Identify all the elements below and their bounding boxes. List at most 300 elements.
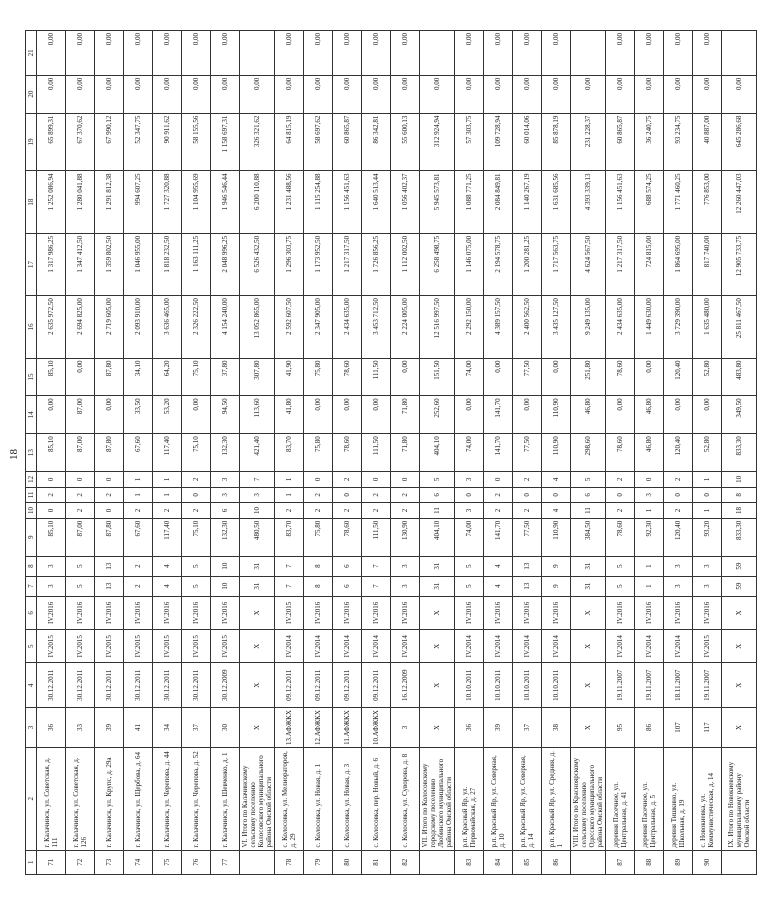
table-cell: 10 (722, 472, 757, 488)
table-cell: 5 (455, 556, 484, 576)
table-cell: 58 155,56 (182, 113, 211, 171)
table-cell: 0,00 (571, 75, 606, 113)
address-cell: IX. Итого по Новокиевскому муниципальному району Омской области (722, 748, 757, 850)
table-cell: 0,00 (153, 75, 182, 113)
column-number: 13 (26, 434, 37, 472)
table-cell: IV.2016 (635, 596, 664, 629)
table-cell: 421,40 (240, 434, 275, 472)
table-cell: 60 014,06 (513, 113, 542, 171)
table-cell: 3 453 712,50 (362, 296, 391, 358)
table-cell: 0,00 (362, 75, 391, 113)
table-cell: IV.2015 (182, 630, 211, 663)
table-cell: 0,00 (95, 31, 124, 76)
table-cell: IV.2014 (275, 630, 304, 663)
table-cell: 1 088 771,25 (455, 171, 484, 233)
table-cell: 0,00 (391, 358, 420, 396)
table-cell: 46,80 (635, 396, 664, 434)
table-cell: 9 (542, 576, 571, 596)
table-cell: 78,60 (606, 518, 635, 556)
table-cell: 483,80 (722, 358, 757, 396)
table-cell: 30.12.2011 (37, 663, 66, 708)
table-cell: IV.2014 (391, 630, 420, 663)
table-cell: 0,00 (304, 396, 333, 434)
table-cell: IV.2016 (484, 596, 513, 629)
table-cell: 307,80 (240, 358, 275, 396)
table-cell: 1 231 488,56 (275, 171, 304, 233)
table-cell: 0,00 (66, 31, 95, 76)
table-cell: 12 260 447,03 (722, 171, 757, 233)
table-row (513, 31, 542, 875)
table-cell: 85,10 (37, 434, 66, 472)
table-cell: IV.2015 (275, 596, 304, 629)
table-cell: 1 140 267,19 (513, 171, 542, 233)
table-cell: 73 (95, 850, 124, 874)
table-cell: 8 (722, 487, 757, 503)
table-cell: 2 (484, 487, 513, 503)
table-cell: 75,80 (304, 434, 333, 472)
table-cell: 7 (240, 472, 275, 488)
table-cell: 3 (693, 556, 722, 576)
address-cell: г. Калачинск, ул. Черепова, д. 44 (153, 748, 182, 850)
table-cell: 0,00 (455, 31, 484, 76)
table-cell: IV.2016 (391, 596, 420, 629)
table-cell: 12 905 733,75 (722, 233, 757, 295)
table-cell: 78,60 (333, 358, 362, 396)
table-cell: X (240, 630, 275, 663)
table-cell: 3 729 390,00 (664, 296, 693, 358)
table-cell: 2 (513, 503, 542, 519)
table-cell: 0 (391, 472, 420, 488)
table-cell: 404,10 (420, 518, 455, 556)
table-cell: 18 (722, 503, 757, 519)
table-cell: 2 (124, 503, 153, 519)
table-cell: 85 878,19 (542, 113, 571, 171)
table-cell: 60 865,87 (333, 113, 362, 171)
table-cell: 0,00 (182, 31, 211, 76)
table-cell: 2 (513, 472, 542, 488)
table-cell: 09.12.2011 (333, 663, 362, 708)
table-row (66, 31, 95, 875)
table-cell: 645 286,68 (722, 113, 757, 171)
table-cell: 85,10 (37, 518, 66, 556)
table-cell: 2 084 849,81 (484, 171, 513, 233)
table-cell: 30.12.2011 (66, 663, 95, 708)
address-cell: с. Колосовка, ул. Новая, д. 1 (304, 748, 333, 850)
address-cell: с. Колосовка, ул. Новая, д. 3 (333, 748, 362, 850)
table-row (153, 31, 182, 875)
table-cell: IV.2016 (304, 596, 333, 629)
table-cell: X (722, 663, 757, 708)
column-number: 20 (26, 75, 37, 113)
table-cell: 64 815,19 (275, 113, 304, 171)
table-cell: 0,00 (153, 31, 182, 76)
table-cell: 1 056 402,37 (391, 171, 420, 233)
table-cell: 109 728,94 (484, 113, 513, 171)
table-cell: 0 (333, 487, 362, 503)
table-cell: 30 (211, 708, 240, 748)
housing-register-table (25, 30, 757, 875)
table-cell: 2 (182, 472, 211, 488)
table-cell: 3 (455, 472, 484, 488)
table-cell: X (571, 630, 606, 663)
table-cell: 141,70 (484, 518, 513, 556)
table-cell: 0,00 (693, 31, 722, 76)
table-cell: 64,20 (153, 358, 182, 396)
address-cell: деревня Тишкино, ул. Школьная, д. 19 (664, 748, 693, 850)
table-cell: 65 899,31 (37, 113, 66, 171)
table-cell: 11 (571, 503, 606, 519)
table-row (275, 31, 304, 875)
table-cell: 0,00 (664, 75, 693, 113)
table-cell: 0,00 (542, 75, 571, 113)
table-cell: 41,90 (275, 358, 304, 396)
table-cell: 0,00 (455, 75, 484, 113)
table-cell: 0,00 (66, 75, 95, 113)
table-cell: 78,60 (333, 518, 362, 556)
table-cell: 77 (211, 850, 240, 874)
table-cell: 30.12.2011 (153, 663, 182, 708)
table-cell: 0,00 (693, 396, 722, 434)
table-cell: 10.10.2011 (484, 663, 513, 708)
table-cell: 77,50 (513, 518, 542, 556)
table-cell: 77,50 (513, 434, 542, 472)
table-cell: 5 (571, 472, 606, 488)
table-cell: 95 (606, 708, 635, 748)
table-cell: 994 607,25 (124, 171, 153, 233)
table-cell: X (722, 596, 757, 629)
table-cell: 39 (95, 708, 124, 748)
address-cell: с. Колосовка, пер. Новый, д. 6 (362, 748, 391, 850)
table-cell: 53,20 (153, 396, 182, 434)
table-cell: IV.2014 (484, 630, 513, 663)
table-cell: 0,00 (513, 75, 542, 113)
table-row (124, 31, 153, 875)
table-cell: 10.10.2011 (513, 663, 542, 708)
table-cell: 2 (124, 576, 153, 596)
table-cell: 36 (37, 708, 66, 748)
table-cell: X (240, 663, 275, 708)
table-cell: 59 (722, 576, 757, 596)
table-cell: IV.2015 (153, 630, 182, 663)
table-cell: IV.2016 (66, 596, 95, 629)
table-cell: 4 (484, 576, 513, 596)
table-cell: 74 (124, 850, 153, 874)
table-cell: 5 (182, 556, 211, 576)
table-cell: 89 (664, 850, 693, 874)
table-cell: 2 (391, 487, 420, 503)
table-cell: 113,60 (240, 396, 275, 434)
table-cell: 1 291 812,38 (95, 171, 124, 233)
table-cell: 3 (391, 576, 420, 596)
table-cell: 39 (484, 708, 513, 748)
table-cell: 19.11.2007 (693, 663, 722, 708)
table-cell: 0,00 (362, 396, 391, 434)
table-row (693, 31, 722, 875)
table-cell: 1 864 695,00 (664, 233, 693, 295)
table-cell: X (420, 708, 455, 748)
table-cell: IV.2016 (362, 596, 391, 629)
table-row (333, 31, 362, 875)
table-cell: 117,40 (153, 518, 182, 556)
table-cell: 110,90 (542, 518, 571, 556)
table-cell: 0,00 (635, 358, 664, 396)
table-cell: 0 (484, 472, 513, 488)
table-cell: 833,30 (722, 518, 757, 556)
table-cell: 0,00 (391, 31, 420, 76)
table-cell: 688 574,25 (635, 171, 664, 233)
column-number: 5 (26, 630, 37, 663)
table-cell: 1 156 451,63 (333, 171, 362, 233)
table-cell: 0,00 (606, 75, 635, 113)
table-cell: 33,50 (124, 396, 153, 434)
table-cell: 34 (153, 708, 182, 748)
column-number: 1 (26, 850, 37, 874)
table-cell: 41,80 (275, 396, 304, 434)
table-cell: 34,10 (124, 358, 153, 396)
table-cell: 1 156 451,63 (606, 171, 635, 233)
table-cell: 36 (455, 708, 484, 748)
table-cell: 5 (606, 556, 635, 576)
table-cell: 2 (664, 472, 693, 488)
table-cell: 3 636 465,00 (153, 296, 182, 358)
table-cell: 7 (362, 556, 391, 576)
table-cell: 13 (513, 576, 542, 596)
table-cell: 1 163 111,25 (182, 233, 211, 295)
table-cell: 2 (95, 487, 124, 503)
column-number: 17 (26, 233, 37, 295)
table-cell: 4 (153, 556, 182, 576)
table-cell: X (571, 708, 606, 748)
table-cell: 1 (124, 487, 153, 503)
table-cell: 6 (211, 503, 240, 519)
table-cell: 75,10 (182, 518, 211, 556)
table-cell: 3 (211, 487, 240, 503)
address-cell: деревня Пасечное, ул. Центральная, д. 5 (635, 748, 664, 850)
table-cell: 3 (664, 576, 693, 596)
table-cell: 141,70 (484, 434, 513, 472)
table-cell: 833,30 (722, 434, 757, 472)
table-cell: 3 (391, 708, 420, 748)
table-cell: 25 811 467,50 (722, 296, 757, 358)
table-cell: 120,40 (664, 358, 693, 396)
table-cell: 87 (606, 850, 635, 874)
table-cell: 1 631 685,56 (542, 171, 571, 233)
table-row (391, 31, 420, 875)
table-cell: 90 (693, 850, 722, 874)
table-row (664, 31, 693, 875)
table-cell: 1 173 952,50 (304, 233, 333, 295)
table-row (455, 31, 484, 875)
table-cell: 30.12.2011 (182, 663, 211, 708)
table-cell: 8 (304, 576, 333, 596)
table-cell: 1 (153, 472, 182, 488)
table-cell: 3 (37, 556, 66, 576)
table-cell: 87,00 (66, 434, 95, 472)
table-cell: 83,70 (275, 434, 304, 472)
table-cell: 1 347 412,50 (66, 233, 95, 295)
table-cell: 0,00 (182, 75, 211, 113)
table-cell: 1 359 802,50 (95, 233, 124, 295)
table-cell: IV.2016 (455, 596, 484, 629)
table-cell: 2 (484, 503, 513, 519)
table-cell: 74,00 (455, 518, 484, 556)
table-cell: IV.2014 (635, 630, 664, 663)
page-number: 18 (8, 449, 20, 460)
table-cell: 2 (391, 503, 420, 519)
column-number: 2 (26, 748, 37, 850)
table-cell: 0,00 (455, 396, 484, 434)
table-cell: 0 (95, 503, 124, 519)
table-cell: 80 (333, 850, 362, 874)
table-cell: 81 (362, 850, 391, 874)
table-cell: IV.2016 (606, 596, 635, 629)
table-cell: 75,10 (182, 434, 211, 472)
table-cell: 817 740,00 (693, 233, 722, 295)
address-cell: с. Колосовка, ул. Суворова, д. 8 (391, 748, 420, 850)
table-cell: 4 393 339,13 (571, 171, 606, 233)
table-cell: 3 (455, 503, 484, 519)
table-cell: 10.АФЖКХ (362, 708, 391, 748)
address-cell: р.п. Красный Яр, ул. Северная, д. 14 (513, 748, 542, 850)
table-cell: 1 (275, 472, 304, 488)
table-row (542, 31, 571, 875)
table-cell: 0,00 (124, 31, 153, 76)
table-cell: 1 727 320,88 (153, 171, 182, 233)
table-cell: X (420, 596, 455, 629)
table-cell: 52,80 (693, 434, 722, 472)
subtotal-row (240, 31, 275, 875)
table-cell: IV.2014 (304, 630, 333, 663)
table-cell: 87,80 (95, 358, 124, 396)
table-cell: 12.АФЖКХ (304, 708, 333, 748)
table-row (211, 31, 240, 875)
column-number: 12 (26, 472, 37, 488)
table-cell: IV.2016 (693, 596, 722, 629)
table-cell: 58 697,62 (304, 113, 333, 171)
column-number: 4 (26, 663, 37, 708)
table-cell (571, 850, 606, 874)
table-cell: 13 (513, 556, 542, 576)
table-cell: 111,50 (362, 434, 391, 472)
table-cell: 2 (333, 503, 362, 519)
table-cell: 0,00 (362, 31, 391, 76)
table-cell: 2 292 150,00 (455, 296, 484, 358)
table-cell: 132,30 (211, 518, 240, 556)
table-cell: 74,00 (455, 358, 484, 396)
address-cell: с. Колосовка, ул. Мелиораторов, д. 29 (275, 748, 304, 850)
table-cell: 1 112 002,50 (391, 233, 420, 295)
table-row (37, 31, 66, 875)
table-cell: 75,10 (182, 358, 211, 396)
table-cell: 1 (635, 576, 664, 596)
table-cell: 1 317 986,25 (37, 233, 66, 295)
table-cell: 0 (362, 472, 391, 488)
table-cell: 0,00 (542, 358, 571, 396)
table-cell: 6 (333, 556, 362, 576)
table-cell: 2 224 005,00 (391, 296, 420, 358)
table-cell: 2 434 635,00 (333, 296, 362, 358)
table-cell: 82 (391, 850, 420, 874)
table-cell: 16.12.2009 (391, 663, 420, 708)
address-cell: г. Калачинск, ул. Советская, д. 111 (37, 748, 66, 850)
table-cell: 480,50 (240, 518, 275, 556)
table-cell: 0,00 (606, 31, 635, 76)
address-cell: деревня Пасечное, ул. Центральная, д. 41 (606, 748, 635, 850)
table-cell: 75 (153, 850, 182, 874)
column-number: 3 (26, 708, 37, 748)
table-cell: 67,60 (124, 518, 153, 556)
table-cell: 4 (153, 576, 182, 596)
table-cell: 31 (240, 556, 275, 576)
table-cell: 2 (66, 503, 95, 519)
table-cell: 0,00 (664, 396, 693, 434)
table-cell: 404,10 (420, 434, 455, 472)
subtotal-row (722, 31, 757, 875)
table-cell: 1 (275, 487, 304, 503)
table-cell: IV.2014 (455, 630, 484, 663)
table-cell: 31 (571, 556, 606, 576)
table-row (606, 31, 635, 875)
table-cell: IV.2014 (362, 630, 391, 663)
table-cell: X (240, 596, 275, 629)
table-cell: 5 (66, 556, 95, 576)
table-cell: 86 (635, 708, 664, 748)
table-cell: 0,00 (391, 75, 420, 113)
table-cell: 4 624 567,50 (571, 233, 606, 295)
table-cell: 30.12.2009 (211, 663, 240, 708)
table-cell: 37 (513, 708, 542, 748)
table-cell: 2 (153, 503, 182, 519)
table-cell: 0,00 (513, 31, 542, 76)
table-cell: 7 (275, 576, 304, 596)
table-cell: 384,50 (571, 518, 606, 556)
table-cell: 31 (420, 556, 455, 576)
table-cell (571, 31, 606, 76)
table-cell: 132,30 (211, 434, 240, 472)
column-number: 8 (26, 556, 37, 576)
table-cell: 0,00 (304, 75, 333, 113)
table-cell: 1 217 317,50 (333, 233, 362, 295)
table-cell: 85,10 (37, 358, 66, 396)
table-cell: 1 449 630,00 (635, 296, 664, 358)
table-cell: 5 (455, 576, 484, 596)
table-cell (722, 850, 757, 874)
table-cell: 78,60 (333, 434, 362, 472)
table-cell: 1 200 281,25 (513, 233, 542, 295)
table-cell: 1 (124, 472, 153, 488)
table-cell: IV.2014 (606, 630, 635, 663)
table-cell: 13 052 865,00 (240, 296, 275, 358)
table-cell: 59 (722, 556, 757, 576)
table-cell: 1 635 480,00 (693, 296, 722, 358)
table-cell: 312 924,94 (420, 113, 455, 171)
table-cell: 0,00 (333, 75, 362, 113)
table-cell: 117 (693, 708, 722, 748)
table-cell: 1 726 856,25 (362, 233, 391, 295)
table-cell: IV.2016 (211, 596, 240, 629)
address-cell: VI. Итого по Калачинскому сельскому поселению Колосовского муниципального района Омской области (240, 748, 275, 850)
table-cell: 0,00 (240, 75, 275, 113)
table-cell: 1 946 546,44 (211, 171, 240, 233)
table-cell: 1 146 075,00 (455, 233, 484, 295)
table-row (304, 31, 333, 875)
table-cell: 3 (37, 576, 66, 596)
table-cell: 1 158 697,31 (211, 113, 240, 171)
table-row (95, 31, 124, 875)
table-cell: 0,00 (37, 75, 66, 113)
table-cell: 4 154 240,00 (211, 296, 240, 358)
table-cell: 0,00 (37, 31, 66, 76)
